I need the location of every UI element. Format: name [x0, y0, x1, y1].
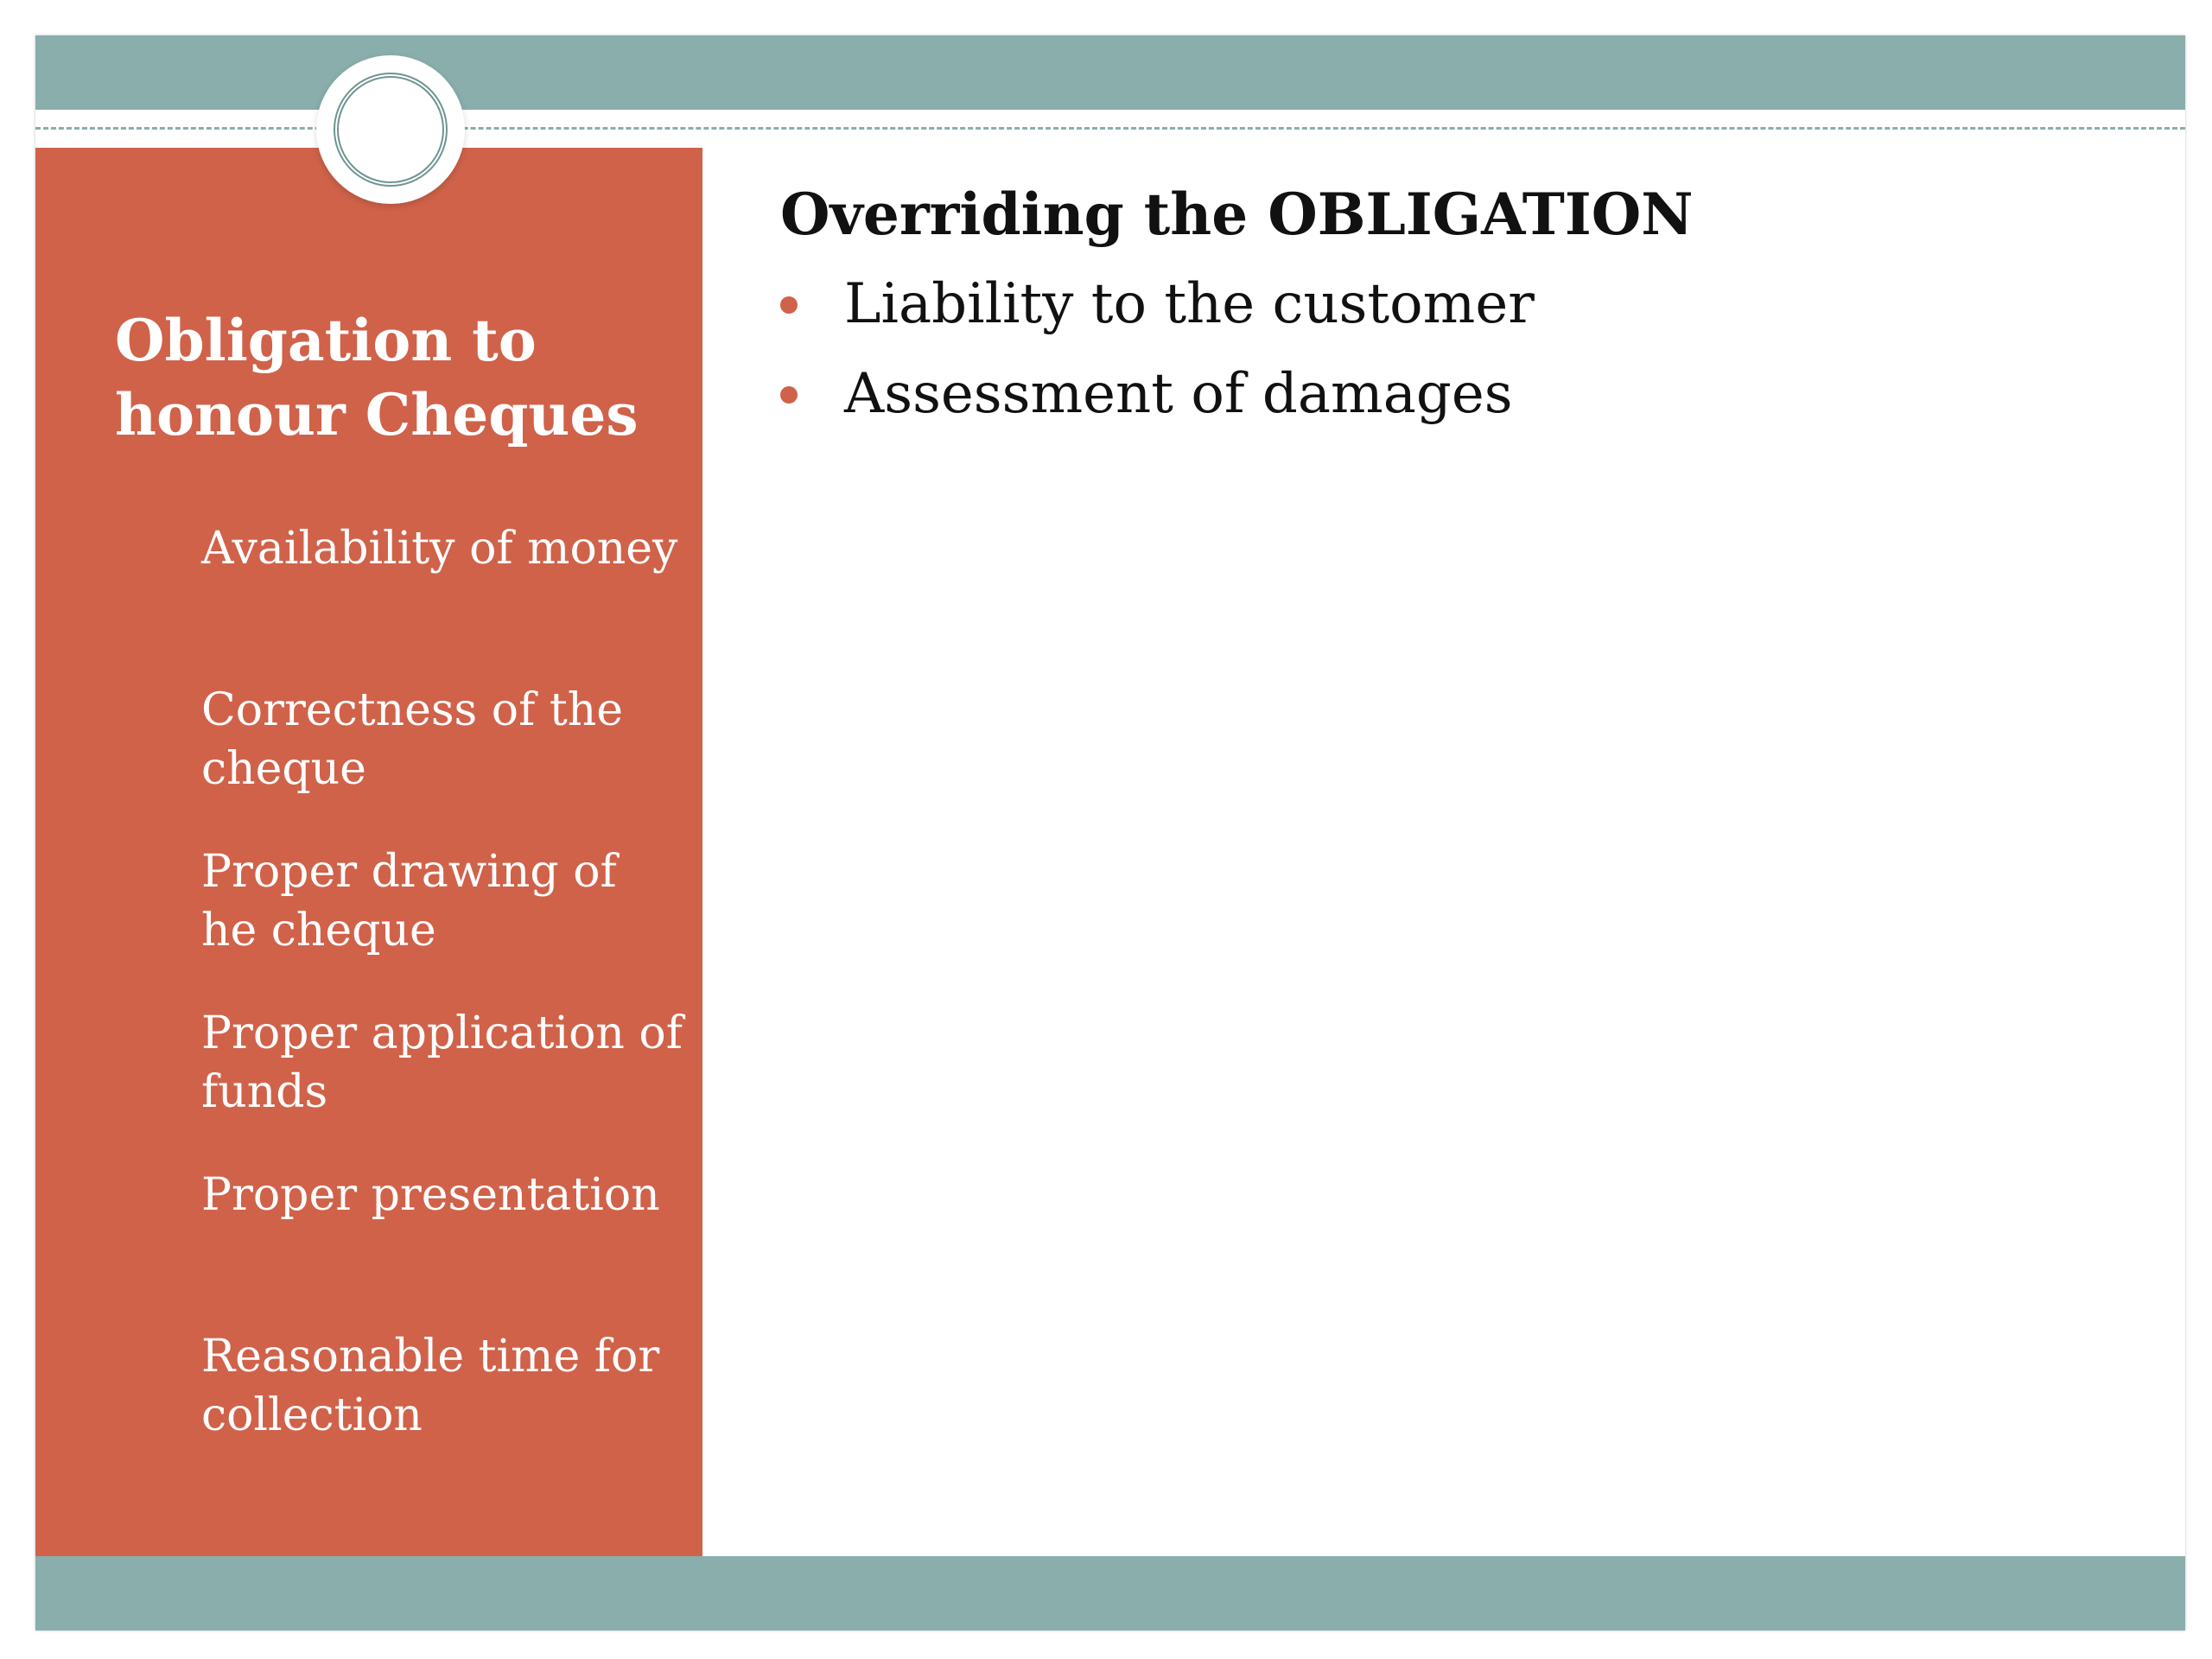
sidebar-list-item: Proper presentation — [201, 1169, 660, 1221]
sidebar-list — [201, 519, 685, 1489]
sidebar-panel — [35, 148, 702, 1556]
content-bullet-item — [780, 267, 2128, 357]
ring-icon — [334, 73, 448, 187]
sidebar-list-item: Correctness of the cheque — [201, 684, 624, 795]
sidebar-list-item: Proper drawing of he cheque — [201, 846, 617, 957]
sidebar-list-item: Reasonable time for collection — [201, 1331, 660, 1441]
slide — [35, 35, 2185, 1630]
bottom-band — [35, 1556, 2185, 1630]
content-heading: Overriding the OBLIGATION — [780, 181, 1694, 248]
sidebar-list-item: Proper application of funds — [201, 1007, 683, 1118]
content-bullet-list — [780, 267, 2128, 447]
bullet-text: Assessment of damages — [844, 362, 1513, 426]
sidebar-title: Obligation to honour Cheques — [115, 307, 639, 448]
content-bullet-item — [780, 357, 2128, 447]
sidebar-list-item: Availability of money — [201, 523, 678, 575]
bullet-dot-icon — [780, 386, 798, 404]
bullet-dot-icon — [780, 296, 798, 314]
bullet-text: Liability to the customer — [844, 272, 1535, 336]
circle-ornament-icon — [316, 55, 465, 204]
